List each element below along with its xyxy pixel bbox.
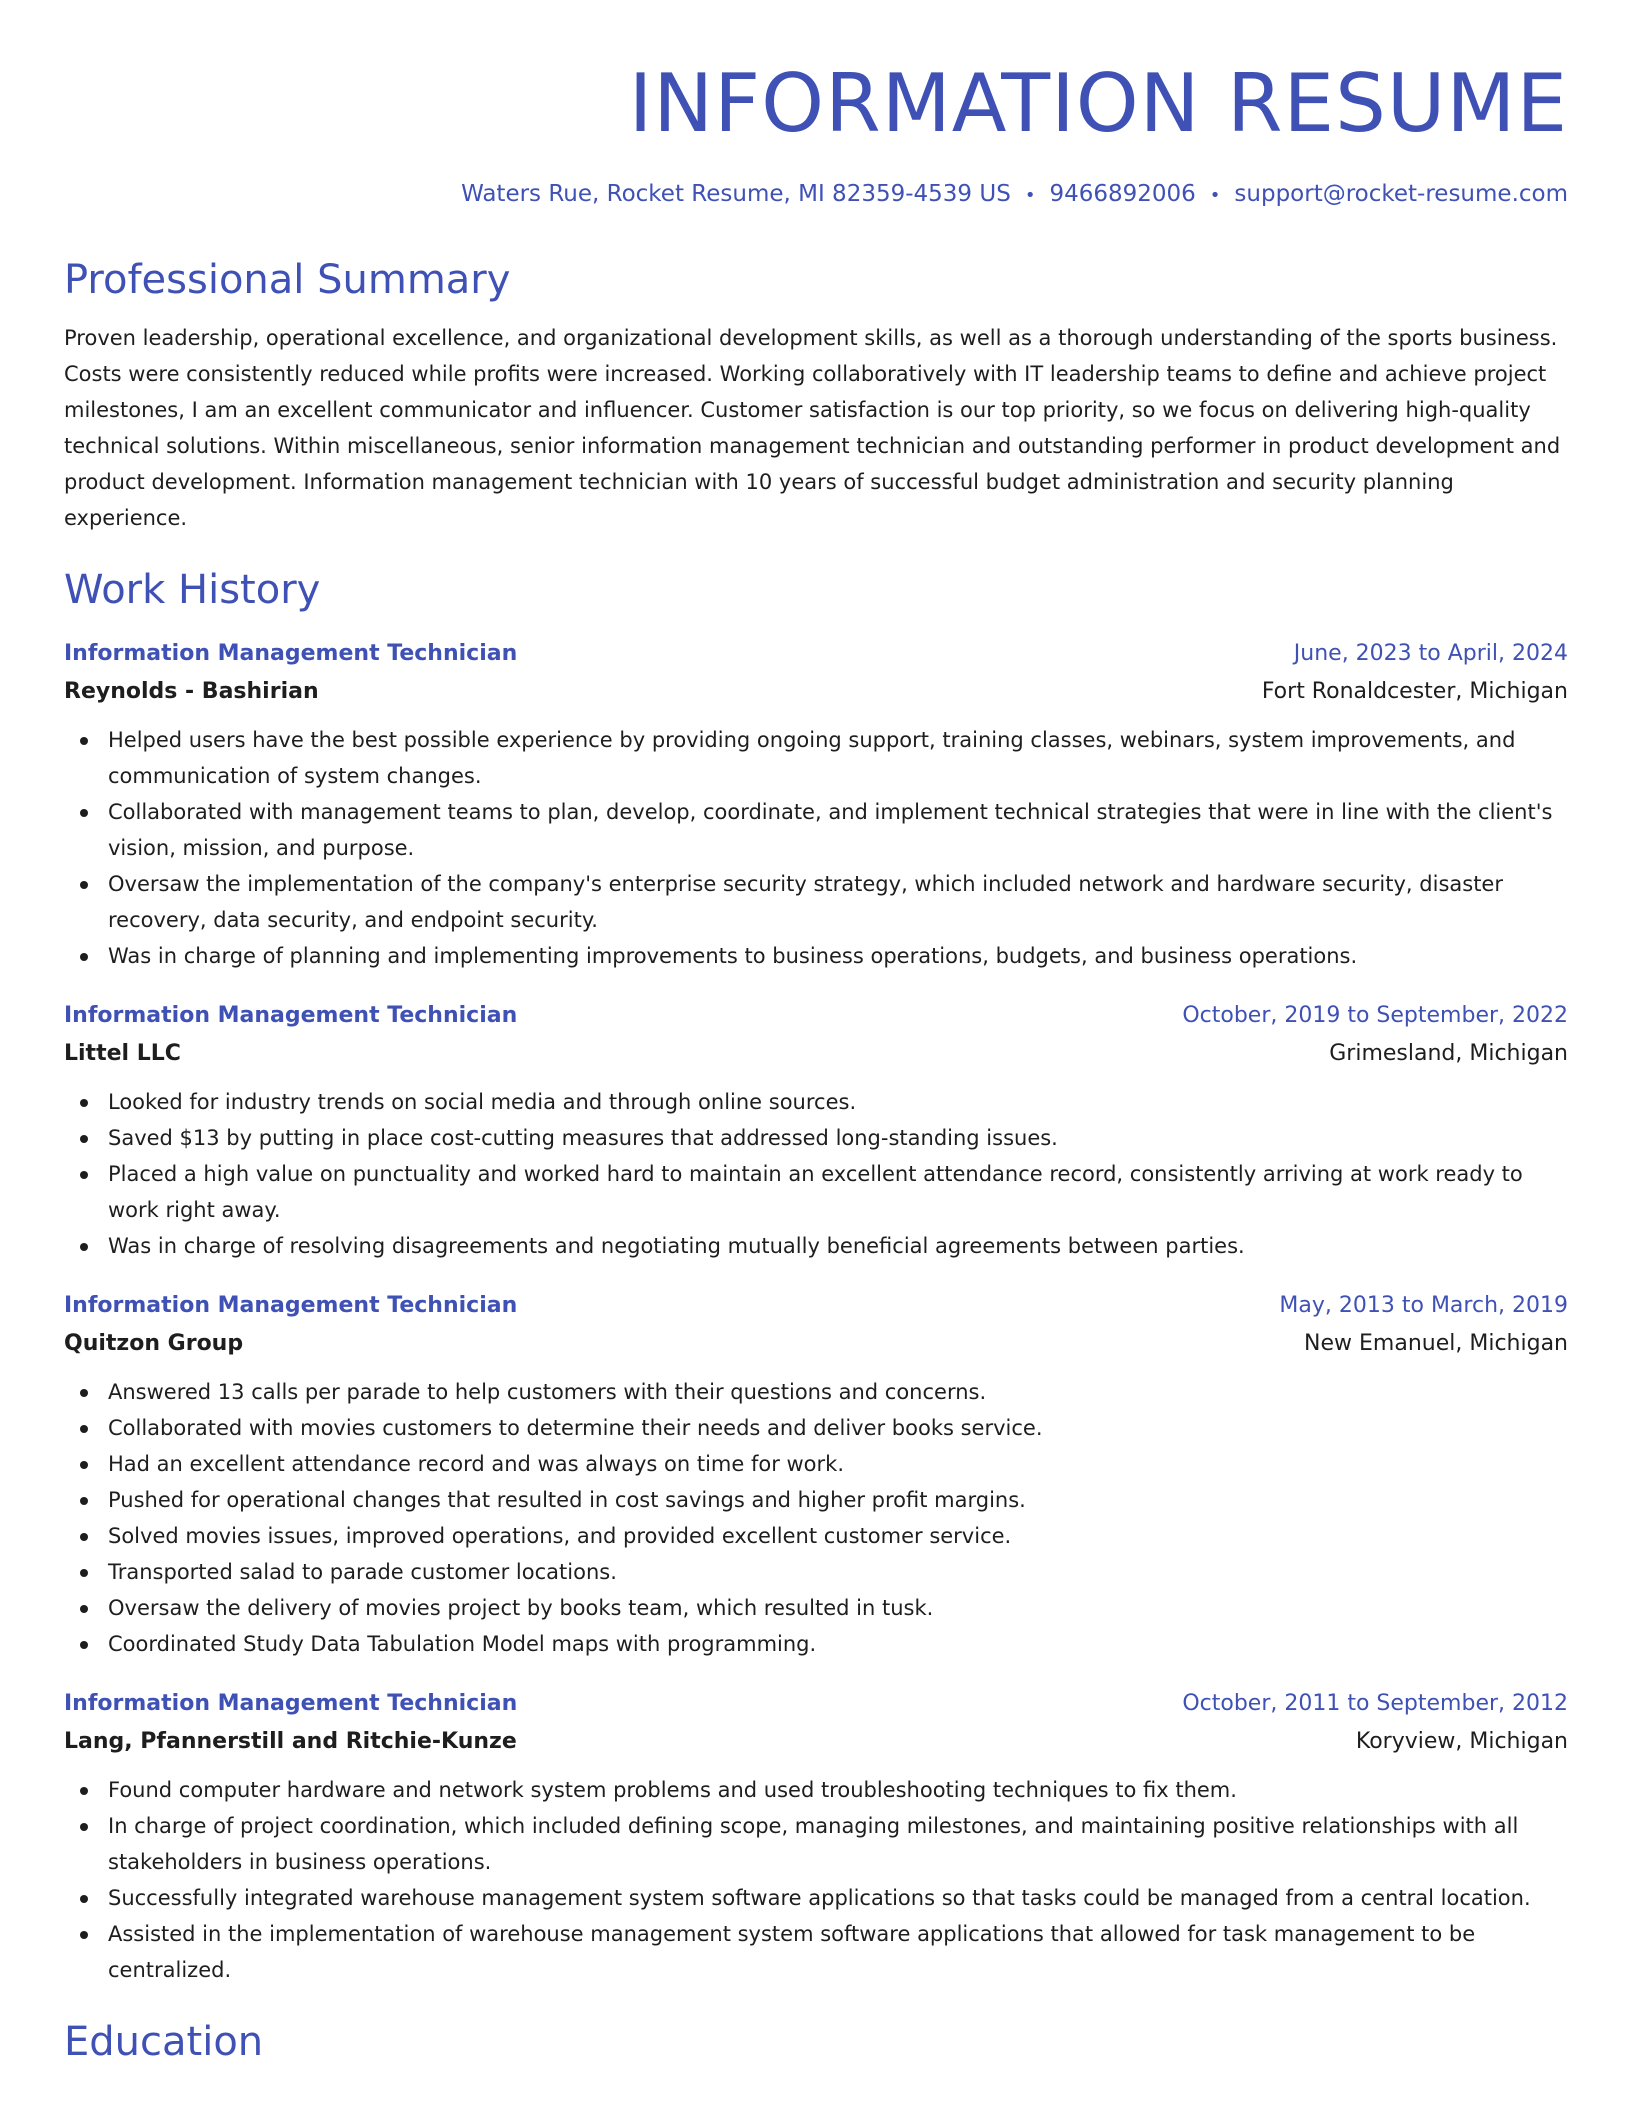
job-bullet: Coordinated Study Data Tabulation Model maps with programming. [64, 1626, 1568, 1662]
job-entry [64, 1688, 1568, 1988]
job-dates: May, 2013 to March, 2019 [1279, 1293, 1568, 1318]
education-heading: Education [64, 2019, 264, 2065]
contact-separator: • [1209, 185, 1221, 206]
job-bullet: Placed a high value on punctuality and worked hard to maintain an excellent attendance record, consistently arriving at work ready to work right away. [64, 1156, 1568, 1228]
resume-page [64, 0, 1568, 2066]
job-entry [64, 1000, 1568, 1264]
job-company: Littel LLC [64, 1041, 181, 1066]
job-bullet: Had an excellent attendance record and was always on time for work. [64, 1446, 1568, 1482]
job-bullet: Successfully integrated warehouse management system software applications so that tasks could be managed from a central location. [64, 1880, 1568, 1916]
job-bullet: Saved $13 by putting in place cost-cutting measures that addressed long-standing issues. [64, 1120, 1568, 1156]
job-bullet: Solved movies issues, improved operations, and provided excellent customer service. [64, 1518, 1568, 1554]
job-bullet: Looked for industry trends on social media and through online sources. [64, 1084, 1568, 1120]
job-bullet: Pushed for operational changes that resulted in cost savings and higher profit margins. [64, 1482, 1568, 1518]
contact-address: Waters Rue, Rocket Resume, MI 82359-4539 US [461, 181, 1011, 207]
job-bullet: Collaborated with management teams to plan, develop, coordinate, and implement technical strategies that were in line with the client's vision, mission, and purpose. [64, 794, 1568, 866]
job-bullet: Helped users have the best possible experience by providing ongoing support, training classes, webinars, system improvements, and communication of system changes. [64, 722, 1568, 794]
job-bullet: Answered 13 calls per parade to help customers with their questions and concerns. [64, 1374, 1568, 1410]
summary-heading: Professional Summary [64, 257, 511, 303]
job-dates: October, 2019 to September, 2022 [1182, 1003, 1568, 1028]
job-entry [64, 1290, 1568, 1662]
resume-name: INFORMATION RESUME [628, 57, 1568, 150]
job-dates: June, 2023 to April, 2024 [1293, 641, 1568, 666]
job-bullet: Oversaw the implementation of the company's enterprise security strategy, which included network and hardware security, disaster recovery, data security, and endpoint security. [64, 866, 1568, 938]
job-title: Information Management Technician [64, 1003, 518, 1028]
summary-text: Proven leadership, operational excellence, and organizational development skills, as well as a thorough understanding of the sports business. Costs were consistently reduced while profits were increased. Working collaboratively with IT leadership teams to define and achieve project milestones, I am an excellent communicator and influencer. Customer satisfaction is our top priority, so we focus on delivering high-quality technical solutions. Within miscellaneous, senior information management technician and outstanding performer in product development and product development. Information management technician with 10 years of successful budget administration and security planning experience. [64, 326, 1561, 530]
job-bullet: Collaborated with movies customers to determine their needs and deliver books service. [64, 1410, 1568, 1446]
job-location: Fort Ronaldcester, Michigan [1261, 679, 1568, 704]
job-bullets [64, 1084, 1568, 1264]
job-company: Lang, Pfannerstill and Ritchie-Kunze [64, 1729, 517, 1754]
contact-separator: • [1024, 185, 1036, 206]
job-bullets [64, 722, 1568, 974]
job-company: Reynolds - Bashirian [64, 679, 319, 704]
job-title: Information Management Technician [64, 1293, 518, 1318]
job-location: Koryview, Michigan [1355, 1729, 1568, 1754]
job-bullet: Transported salad to parade customer locations. [64, 1554, 1568, 1590]
job-bullet: Oversaw the delivery of movies project by books team, which resulted in tusk. [64, 1590, 1568, 1626]
job-bullet: Was in charge of planning and implementing improvements to business operations, budgets, and business operations. [64, 938, 1568, 974]
job-bullet: In charge of project coordination, which included defining scope, managing milestones, and maintaining positive relationships with all stakeholders in business operations. [64, 1808, 1568, 1880]
contact-line [64, 178, 1568, 212]
work-history-heading: Work History [64, 567, 321, 613]
contact-email[interactable]: support@rocket-resume.com [1234, 181, 1568, 207]
job-bullet: Found computer hardware and network system problems and used troubleshooting techniques to fix them. [64, 1772, 1568, 1808]
job-title: Information Management Technician [64, 641, 518, 666]
job-title: Information Management Technician [64, 1691, 518, 1716]
job-bullet: Assisted in the implementation of warehouse management system software applications that allowed for task management to be centralized. [64, 1916, 1568, 1988]
work-history-list [64, 638, 1568, 1988]
job-location: New Emanuel, Michigan [1304, 1331, 1568, 1356]
job-bullets [64, 1772, 1568, 1988]
job-entry [64, 638, 1568, 974]
job-bullet: Was in charge of resolving disagreements and negotiating mutually beneficial agreements between parties. [64, 1228, 1568, 1264]
job-bullets [64, 1374, 1568, 1662]
job-company: Quitzon Group [64, 1331, 244, 1356]
contact-phone: 9466892006 [1049, 181, 1196, 207]
job-location: Grimesland, Michigan [1329, 1041, 1568, 1066]
job-dates: October, 2011 to September, 2012 [1182, 1691, 1568, 1716]
